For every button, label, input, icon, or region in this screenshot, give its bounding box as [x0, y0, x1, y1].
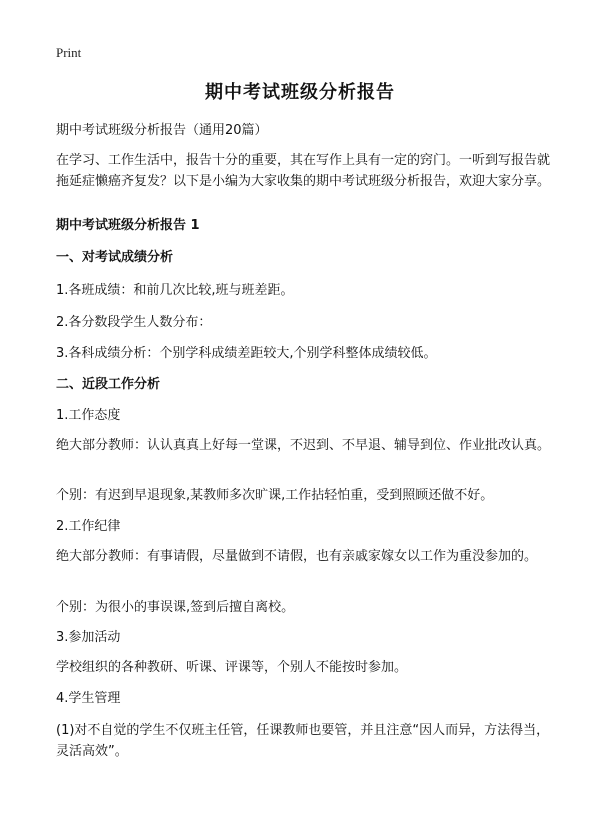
section-2-heading: 二、近段工作分析 — [56, 377, 161, 392]
section-1-item-1: 1.各班成绩：和前几次比较,班与班差距。 — [56, 283, 294, 298]
subsection-work-discipline: 2.工作纪律 — [56, 519, 121, 534]
report-heading: 期中考试班级分析报告 1 — [56, 218, 200, 233]
subsection-student-management: 4.学生管理 — [56, 691, 121, 706]
intro-paragraph: 在学习、工作生活中，报告十分的重要，其在写作上具有一定的窍门。一听到写报告就拖延症懒癌齐复发？以下是小编为大家收集的期中考试班级分析报告，欢迎大家分享。 — [56, 153, 551, 189]
section-1-item-2: 2.各分数段学生人数分布： — [56, 315, 212, 330]
activities-paragraph: 学校组织的各种教研、听课、评课等，个别人不能按时参加。 — [56, 660, 408, 675]
print-link[interactable]: Print — [56, 45, 82, 60]
work-discipline-majority: 绝大部分教师：有事请假，尽量做到不请假，也有亲戚家嫁女以工作为重没参加的。 — [56, 549, 538, 564]
subsection-work-attitude: 1.工作态度 — [56, 408, 121, 423]
student-management-paragraph: (1)对不自觉的学生不仅班主任管，任课教师也要管，并且注意“因人而异，方法得当，灵活高效”。 — [56, 723, 550, 759]
section-1-heading: 一、对考试成绩分析 — [56, 250, 174, 265]
work-attitude-majority: 绝大部分教师：认认真真上好每一堂课，不迟到、不早退、辅导到位、作业批改认真。 — [56, 438, 551, 453]
subsection-activities: 3.参加活动 — [56, 630, 121, 645]
document-title: 期中考试班级分析报告 — [205, 82, 395, 103]
work-discipline-individual: 个别：为很小的事误课,签到后擅自离校。 — [56, 600, 295, 615]
document-subtitle: 期中考试班级分析报告（通用20篇） — [56, 123, 268, 138]
work-attitude-individual: 个别：有迟到早退现象,某教师多次旷课,工作拈轻怕重，受到照顾还做不好。 — [56, 488, 494, 503]
section-1-item-3: 3.各科成绩分析：个别学科成绩差距较大,个别学科整体成绩较低。 — [56, 346, 437, 361]
